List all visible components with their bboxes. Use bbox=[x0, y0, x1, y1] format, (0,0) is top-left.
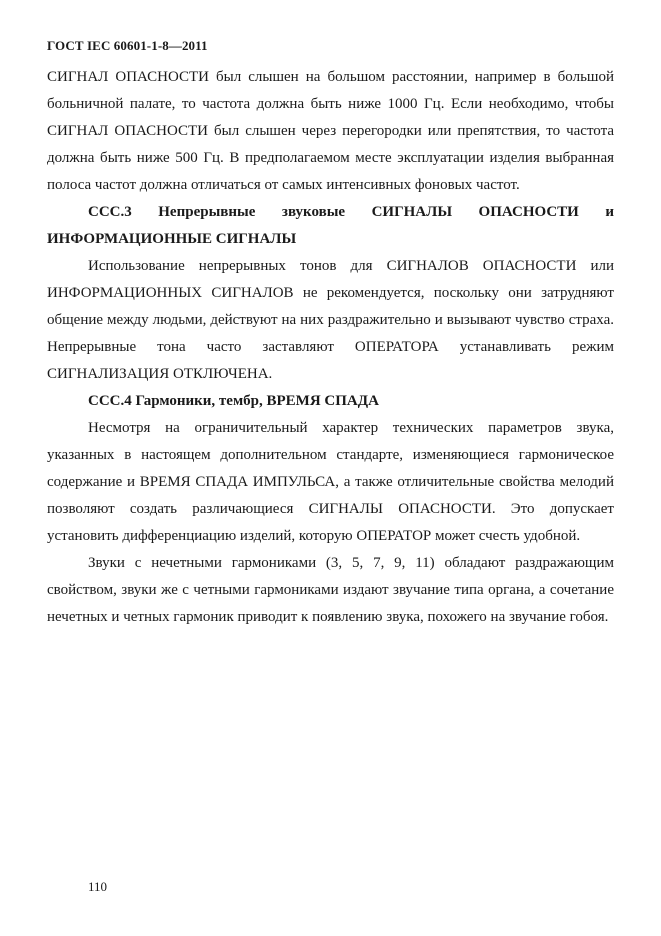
page-number: 110 bbox=[88, 879, 108, 894]
paragraph-odd-even-harmonics: Звуки с нечетными гармониками (3, 5, 7, 9, 11) обладают раздражающим свойством, звуки же с четными гармониками издают звучание типа органа, а сочетание нечетных и четных гармоник приводит к появлению звука, похожего на звучание гобоя. bbox=[47, 555, 614, 625]
paragraph-continuous-tones: Использование непрерывных тонов для СИГНАЛОВ ОПАСНОСТИ или ИНФОРМАЦИОННЫХ СИГНАЛОВ не рекомендуется, поскольку они затрудняют общение между людьми, действуют на них раздражительно и вызывают чувство страха. Непрерывные тона часто заставляют ОПЕРАТОРА устанавливать режим СИГНАЛИЗАЦИЯ ОТКЛЮЧЕНА. bbox=[47, 258, 614, 382]
paragraph-harmonics: Несмотря на ограничительный характер технических параметров звука, указанных в настоящем дополнительном стандарте, изменяющиеся гармоническое содержание и ВРЕМЯ СПАДА ИМПУЛЬСА, а также отличительные свойства мелодий позволяют создать различающиеся СИГНАЛЫ ОПАСНОСТИ. Это допускает установить дифференциацию изделий, которую ОПЕРАТОР может счесть удобной. bbox=[47, 420, 614, 544]
paragraph-frequency: СИГНАЛ ОПАСНОСТИ был слышен на большом расстоянии, например в большой больничной палате, то частота должна быть ниже 1000 Гц. Если необходимо, чтобы СИГНАЛ ОПАСНОСТИ был слышен через перегородки или препятствия, то частота должна быть ниже 500 Гц. В предполагаемом месте эксплуатации изделия выбранная полоса частот должна отличаться от самых интенсивных фоновых частот. bbox=[47, 69, 614, 193]
document-body bbox=[47, 64, 614, 631]
section-title-ccc3: ССС.3 Непрерывные звуковые СИГНАЛЫ ОПАСНОСТИ и ИНФОРМАЦИОННЫЕ СИГНАЛЫ bbox=[47, 204, 614, 247]
document-header: ГОСТ IEC 60601-1-8—2011 bbox=[47, 38, 208, 53]
section-title-ccc4: ССС.4 Гармоники, тембр, ВРЕМЯ СПАДА bbox=[88, 393, 379, 409]
